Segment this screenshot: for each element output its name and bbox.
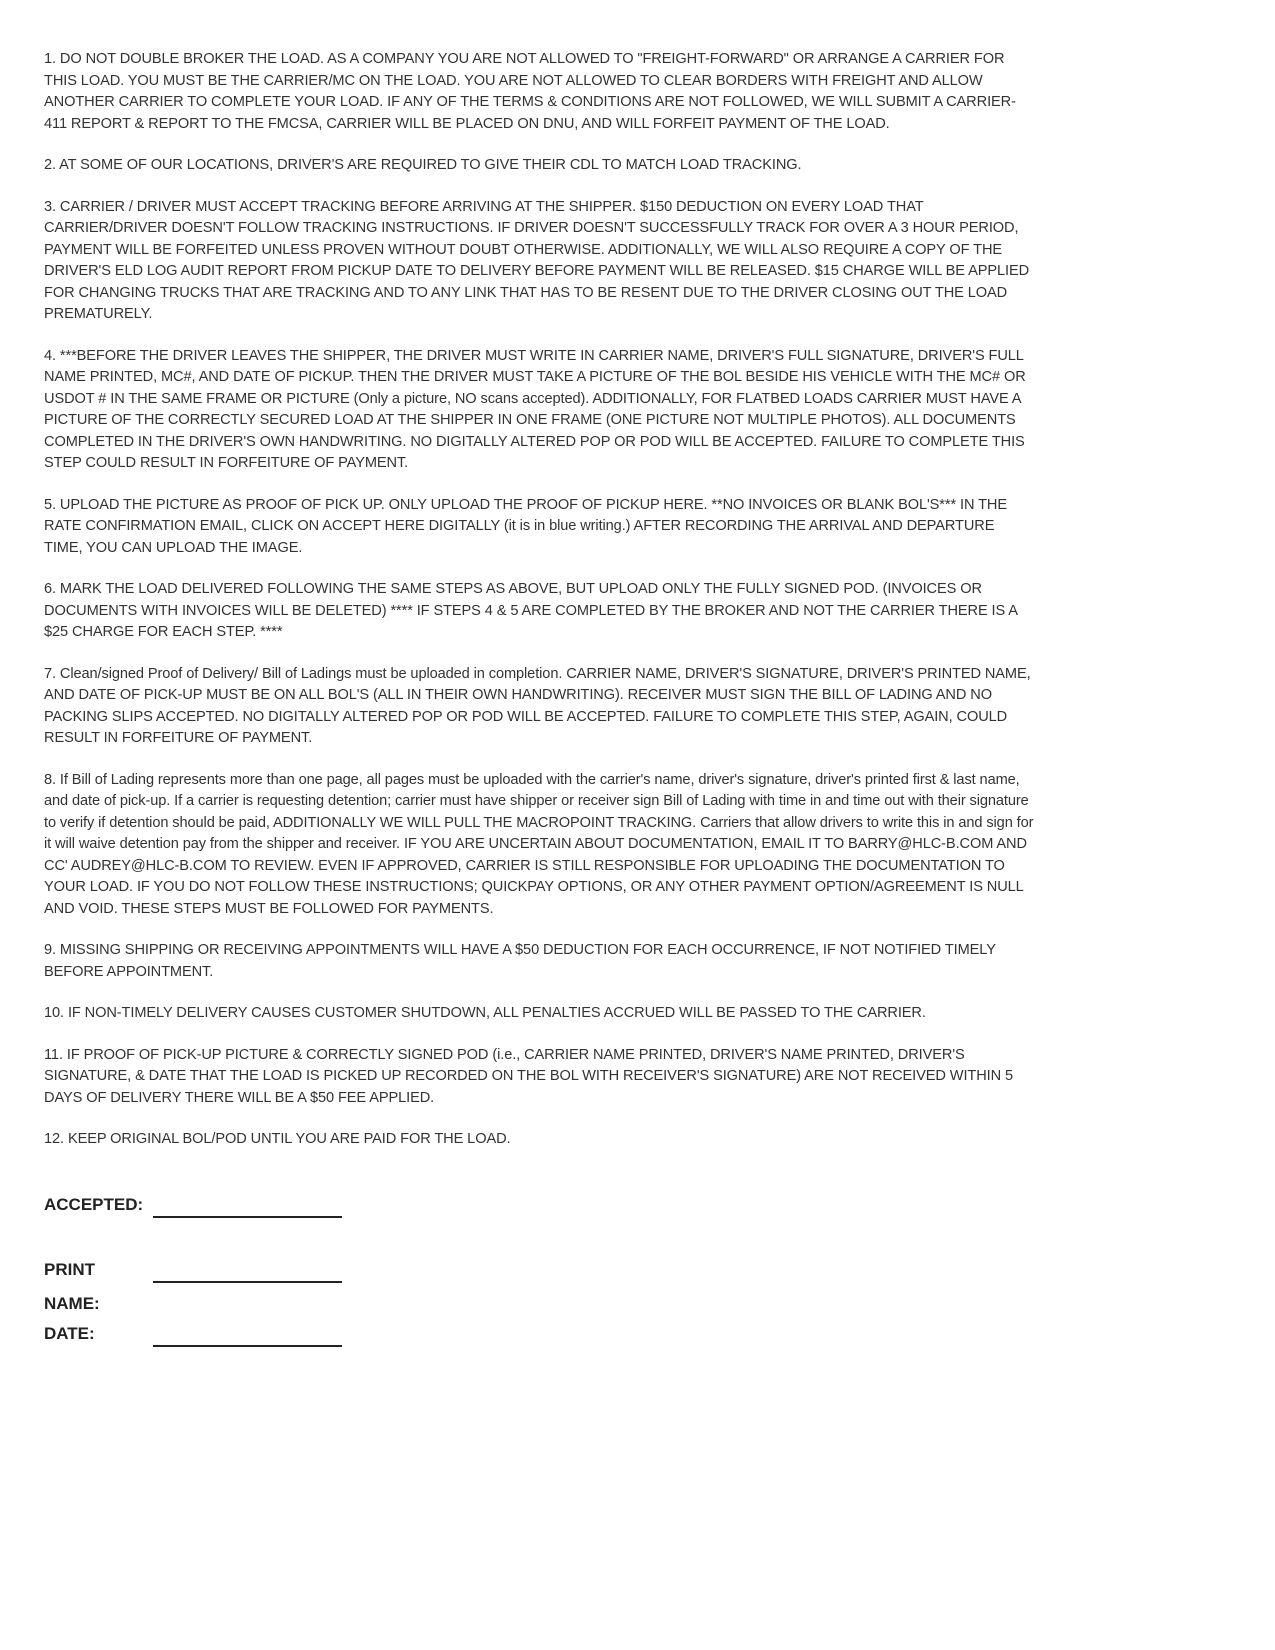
accepted-signature-line[interactable] bbox=[153, 1216, 342, 1218]
term-1: 1. DO NOT DOUBLE BROKER THE LOAD. AS A COMPANY YOU ARE NOT ALLOWED TO "FREIGHT-FORWARD" OR ARRANGE A CARRIER FOR THIS LOAD. YOU MUST BE THE CARRIER/MC ON THE LOAD. YOU ARE NOT ALLOWED TO CLEAR BORDERS WITH FREIGHT AND ALLOW ANOTHER CARRIER TO COMPLETE YOUR LOAD. IF ANY OF THE TERMS & CONDITIONS ARE NOT FOLLOWED, WE WILL SUBMIT A CARRIER-411 REPORT & REPORT TO THE FMCSA, CARRIER WILL BE PLACED ON DNU, AND WILL FORFEIT PAYMENT OF THE LOAD. bbox=[44, 51, 1016, 132]
term-6: 6. MARK THE LOAD DELIVERED FOLLOWING THE SAME STEPS AS ABOVE, BUT UPLOAD ONLY THE FULLY SIGNED POD. (INVOICES OR DOCUMENTS WITH INVOICES WILL BE DELETED) **** IF STEPS 4 & 5 ARE COMPLETED BY THE BROKER AND NOT THE CARRIER THERE IS A $25 CHARGE FOR EACH STEP. **** bbox=[44, 581, 1018, 640]
date-label: DATE: bbox=[44, 1324, 95, 1343]
print-name-row bbox=[44, 1257, 444, 1313]
term-10: 10. IF NON-TIMELY DELIVERY CAUSES CUSTOMER SHUTDOWN, ALL PENALTIES ACCRUED WILL BE PASSED TO THE CARRIER. bbox=[44, 1005, 926, 1021]
term-7: 7. Clean/signed Proof of Delivery/ Bill of Ladings must be uploaded in completion. CARRIER NAME, DRIVER'S SIGNATURE, DRIVER'S PRINTED NAME, AND DATE OF PICK-UP MUST BE ON ALL BOL'S (ALL IN THEIR OWN HANDWRITING). RECEIVER MUST SIGN THE BILL OF LADING AND NO PACKING SLIPS ACCEPTED. NO DIGITALLY ALTERED POP OR POD WILL BE ACCEPTED. FAILURE TO COMPLETE THIS STEP, AGAIN, COULD RESULT IN FORFEITURE OF PAYMENT. bbox=[44, 665, 1031, 746]
term-11: 11. IF PROOF OF PICK-UP PICTURE & CORRECTLY SIGNED POD (i.e., CARRIER NAME PRINTED, DRIVER'S NAME PRINTED, DRIVER'S SIGNATURE, & DATE THAT THE LOAD IS PICKED UP RECORDED ON THE BOL WITH RECEIVER'S SIGNATURE) ARE NOT RECEIVED WITHIN 5 DAYS OF DELIVERY THERE WILL BE A $50 FEE APPLIED. bbox=[44, 1046, 1014, 1106]
accepted-row bbox=[44, 1192, 444, 1212]
term-4: 4. ***BEFORE THE DRIVER LEAVES THE SHIPPER, THE DRIVER MUST WRITE IN CARRIER NAME, DRIVER'S FULL SIGNATURE, DRIVER'S FULL NAME PRINTED, MC#, AND DATE OF PICKUP. THEN THE DRIVER MUST TAKE A PICTURE OF THE BOL BESIDE HIS VEHICLE WITH THE MC# OR USDOT # IN THE SAME FRAME OR PICTURE (Only a picture, NO scans accepted). ADDITIONALLY, FOR FLATBED LOADS CARRIER MUST HAVE A PICTURE OF THE CORRECTLY SECURED LOAD AT THE SHIPPER IN ONE FRAME (ONE PICTURE NOT MULTIPLE PHOTOS). ALL DOCUMENTS COMPLETED IN THE DRIVER'S OWN HANDWRITING. NO DIGITALLY ALTERED POP OR POD WILL BE ACCEPTED. FAILURE TO COMPLETE THIS STEP COULD RESULT IN FORFEITURE OF PAYMENT. bbox=[44, 347, 1026, 471]
print-name-label-line2: NAME: bbox=[44, 1294, 100, 1313]
terms-list bbox=[44, 49, 1034, 1171]
term-8: 8. If Bill of Lading represents more than one page, all pages must be uploaded with the carrier's name, driver's signature, driver's printed first & last name, and date of pick-up. If a carrier is requesting detention; carrier must have shipper or receiver sign Bill of Lading with time in and time out with their signature to verify if detention should be paid, ADDITIONALLY WE WILL PULL THE MACROPOINT TRACKING. Carriers that allow drivers to write this in and sign for it will waive detention pay from the shipper and receiver. IF YOU ARE UNCERTAIN ABOUT DOCUMENTATION, EMAIL IT TO BARRY@HLC-B.COM AND CC' AUDREY@HLC-B.COM TO REVIEW. EVEN IF APPROVED, CARRIER IS STILL RESPONSIBLE FOR UPLOADING THE DOCUMENTATION TO YOUR LOAD. IF YOU DO NOT FOLLOW THESE INSTRUCTIONS; QUICKPAY OPTIONS, OR ANY OTHER PAYMENT OPTION/AGREEMENT IS NULL AND VOID. THESE STEPS MUST BE FOLLOWED FOR PAYMENTS. bbox=[44, 771, 1034, 917]
term-5: 5. UPLOAD THE PICTURE AS PROOF OF PICK UP. ONLY UPLOAD THE PROOF OF PICKUP HERE. **NO INVOICES OR BLANK BOL'S*** IN THE RATE CONFIRMATION EMAIL, CLICK ON ACCEPT HERE DIGITALLY (it is in blue writing.) AFTER RECORDING THE ARRIVAL AND DEPARTURE TIME, YOU CAN UPLOAD THE IMAGE. bbox=[44, 496, 1007, 556]
term-9: 9. MISSING SHIPPING OR RECEIVING APPOINTMENTS WILL HAVE A $50 DEDUCTION FOR EACH OCCURRENCE, IF NOT NOTIFIED TIMELY BEFORE APPOINTMENT. bbox=[44, 942, 996, 980]
print-name-line[interactable] bbox=[153, 1281, 342, 1283]
print-name-label-line1: PRINT bbox=[44, 1260, 95, 1279]
term-2: 2. AT SOME OF OUR LOCATIONS, DRIVER'S ARE REQUIRED TO GIVE THEIR CDL TO MATCH LOAD TRACKING. bbox=[44, 157, 802, 173]
signature-block bbox=[44, 1192, 444, 1343]
date-row bbox=[44, 1321, 444, 1341]
date-line[interactable] bbox=[153, 1345, 342, 1347]
accepted-label: ACCEPTED: bbox=[44, 1195, 144, 1214]
term-3: 3. CARRIER / DRIVER MUST ACCEPT TRACKING BEFORE ARRIVING AT THE SHIPPER. $150 DEDUCTION ON EVERY LOAD THAT CARRIER/DRIVER DOESN'T FOLLOW TRACKING INSTRUCTIONS. IF DRIVER DOESN'T SUCCESSFULLY TRACK FOR OVER A 3 HOUR PERIOD, PAYMENT WILL BE FORFEITED UNLESS PROVEN WITHOUT DOUBT OTHERWISE. ADDITIONALLY, WE WILL ALSO REQUIRE A COPY OF THE DRIVER'S ELD LOG AUDIT REPORT FROM PICKUP DATE TO DELIVERY BEFORE PAYMENT WILL BE RELEASED. $15 CHARGE WILL BE APPLIED FOR CHANGING TRUCKS THAT ARE TRACKING AND TO ANY LINK THAT HAS TO BE RESENT DUE TO THE DRIVER CLOSING OUT THE LOAD PREMATURELY. bbox=[44, 198, 1030, 322]
term-12: 12. KEEP ORIGINAL BOL/POD UNTIL YOU ARE PAID FOR THE LOAD. bbox=[44, 1131, 511, 1147]
